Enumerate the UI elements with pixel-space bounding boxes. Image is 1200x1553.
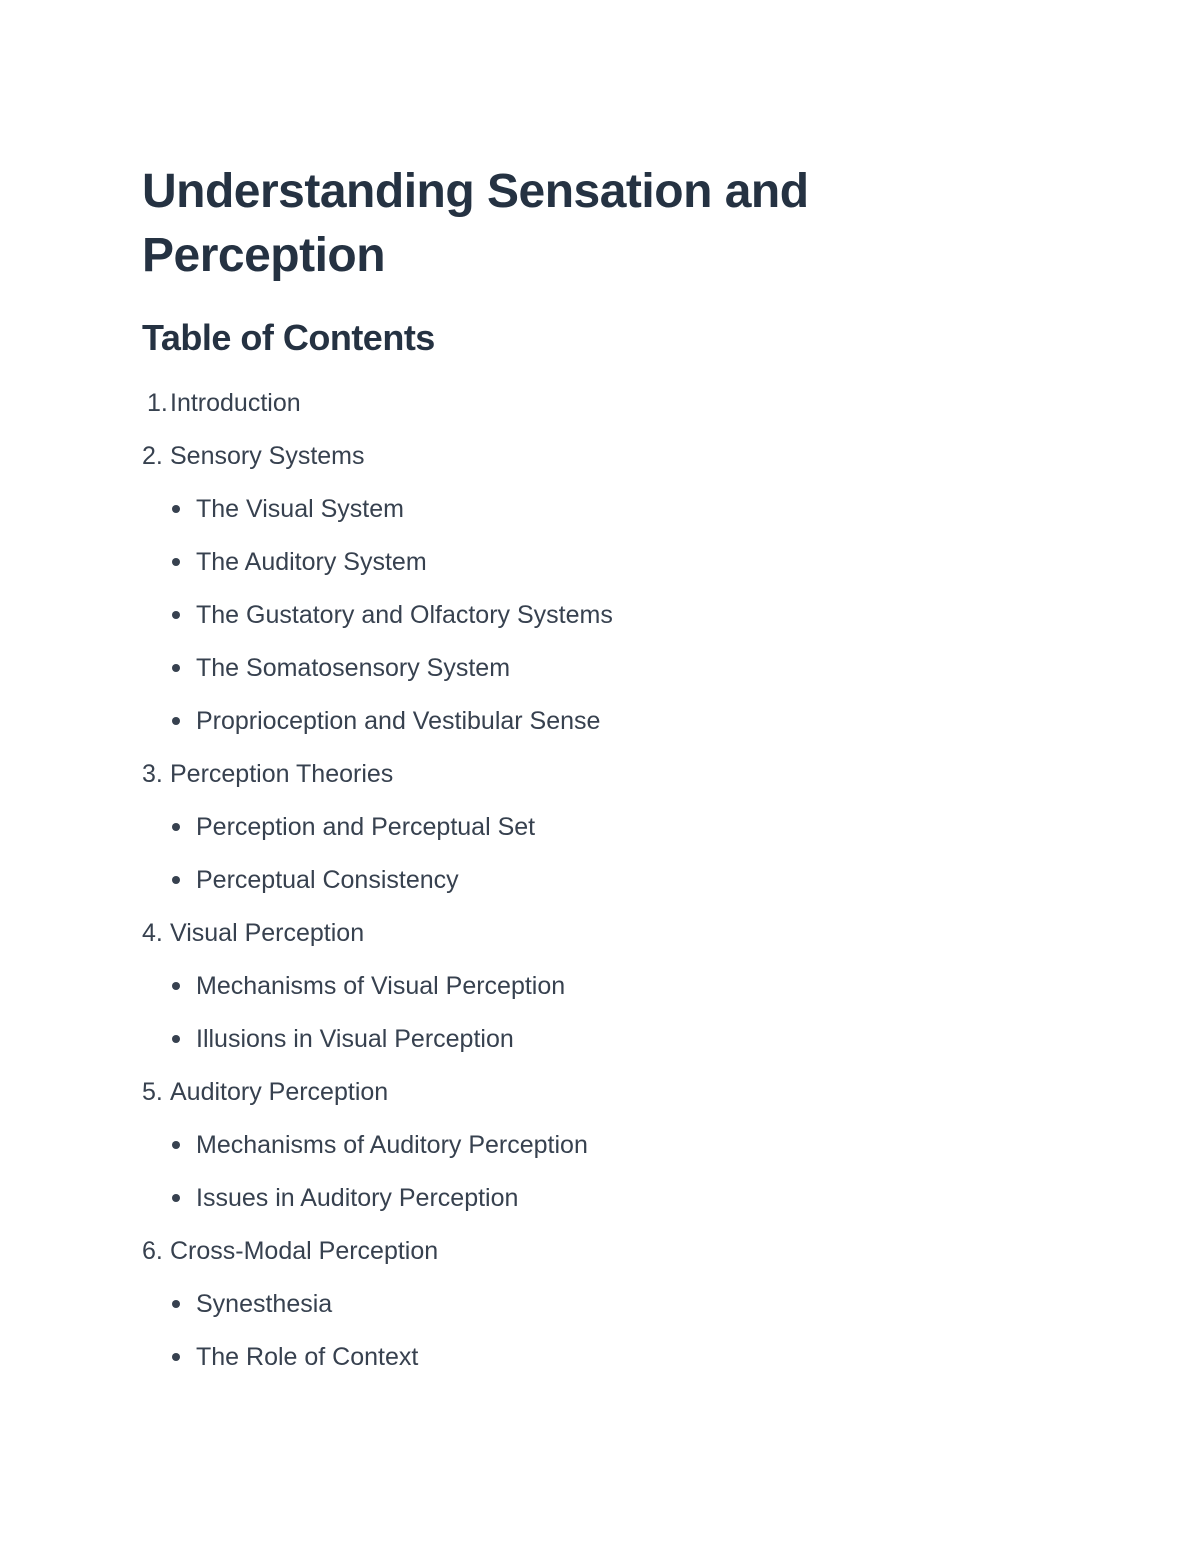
toc-section-number: 4. xyxy=(142,919,163,947)
toc-subsection xyxy=(142,813,1042,841)
toc-subsection xyxy=(142,601,1042,629)
bullet-icon xyxy=(172,1141,180,1149)
toc-subsection-label: The Visual System xyxy=(196,495,404,523)
toc-subsection xyxy=(142,1184,1042,1212)
bullet-icon xyxy=(172,558,180,566)
toc-subsection-label: The Role of Context xyxy=(196,1343,419,1371)
toc-section-number: 5. xyxy=(142,1078,163,1106)
toc-subsection xyxy=(142,866,1042,894)
toc-subsection xyxy=(142,1343,1042,1371)
bullet-icon xyxy=(172,876,180,884)
toc-subsection-label: Mechanisms of Visual Perception xyxy=(196,972,566,1000)
toc-subsection-label: Illusions in Visual Perception xyxy=(196,1025,514,1053)
toc-subsection xyxy=(142,1025,1042,1053)
toc-section-visual-perception xyxy=(142,919,1042,947)
toc-subsection xyxy=(142,548,1042,576)
toc-subsection-label: Synesthesia xyxy=(196,1290,333,1318)
bullet-icon xyxy=(172,1353,180,1361)
toc-section-label: Cross-Modal Perception xyxy=(170,1237,439,1265)
toc-subsection xyxy=(142,1131,1042,1159)
toc-subsection xyxy=(142,972,1042,1000)
toc-subsection xyxy=(142,1290,1042,1318)
toc-subsection xyxy=(142,707,1042,735)
document-title: Understanding Sensation and Perception xyxy=(142,165,809,282)
toc-section-sensory-systems xyxy=(142,442,1042,470)
document-page xyxy=(142,160,1042,1396)
toc-subsection-label: The Gustatory and Olfactory Systems xyxy=(196,601,613,629)
toc-section-label: Visual Perception xyxy=(170,919,365,947)
toc-subsection-label: Proprioception and Vestibular Sense xyxy=(196,707,601,735)
toc-section-label: Auditory Perception xyxy=(170,1078,389,1106)
bullet-icon xyxy=(172,1035,180,1043)
toc-heading: Table of Contents xyxy=(142,317,435,358)
toc-subsection-label: Perceptual Consistency xyxy=(196,866,459,894)
toc-section-label: Perception Theories xyxy=(170,760,394,788)
toc-section-label: Introduction xyxy=(170,389,301,417)
toc-subsection-label: The Auditory System xyxy=(196,548,427,576)
bullet-icon xyxy=(172,505,180,513)
bullet-icon xyxy=(172,664,180,672)
toc-subsection-label: Perception and Perceptual Set xyxy=(196,813,536,841)
table-of-contents xyxy=(142,389,1042,1371)
toc-section-cross-modal-perception xyxy=(142,1237,1042,1265)
toc-section-perception-theories xyxy=(142,760,1042,788)
bullet-icon xyxy=(172,611,180,619)
toc-subsection-label: Mechanisms of Auditory Perception xyxy=(196,1131,588,1159)
bullet-icon xyxy=(172,1300,180,1308)
bullet-icon xyxy=(172,717,180,725)
toc-section-number: 3. xyxy=(142,760,163,788)
toc-section-number: 6. xyxy=(142,1237,163,1265)
toc-section-label: Sensory Systems xyxy=(170,442,365,470)
toc-section-introduction xyxy=(142,389,1042,417)
toc-section-number: 1. xyxy=(147,389,168,417)
bullet-icon xyxy=(172,1194,180,1202)
toc-subsection-label: The Somatosensory System xyxy=(196,654,511,682)
toc-subsection-label: Issues in Auditory Perception xyxy=(196,1184,519,1212)
toc-subsection xyxy=(142,495,1042,523)
bullet-icon xyxy=(172,823,180,831)
toc-subsection xyxy=(142,654,1042,682)
toc-section-number: 2. xyxy=(142,442,163,470)
toc-section-auditory-perception xyxy=(142,1078,1042,1106)
bullet-icon xyxy=(172,982,180,990)
